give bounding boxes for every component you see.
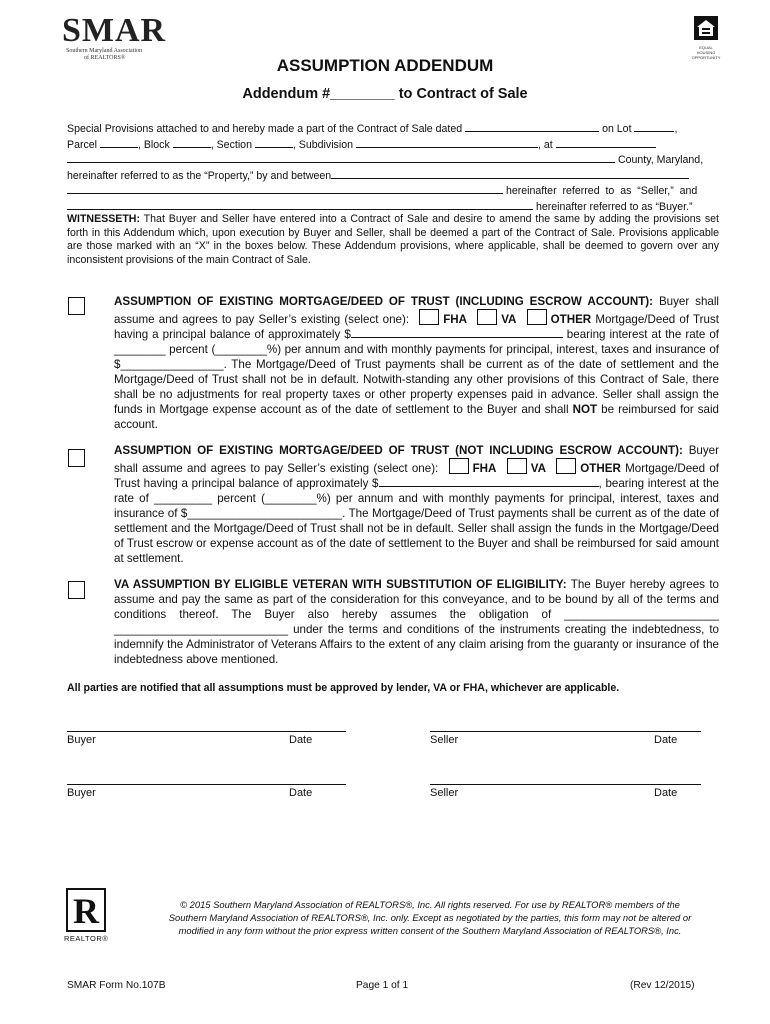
parcel-field[interactable]	[100, 137, 138, 148]
realtor-r-letter: R	[73, 891, 99, 931]
form-number: SMAR Form No.107B	[67, 980, 166, 991]
eho-line1: EQUAL HOUSING	[696, 45, 716, 55]
page-subtitle: Addendum #________ to Contract of Sale	[242, 86, 528, 102]
intro-line-5: hereinafter referred to as “Seller,” and	[67, 183, 719, 199]
copyright-line2: Southern Maryland Association of REALTORS®, Inc. only. Except as negotiated by the parties, this form may not be altered or	[168, 912, 692, 923]
section2-balance-field[interactable]	[379, 476, 599, 487]
section2-other-checkbox[interactable]	[556, 458, 576, 474]
block-field[interactable]	[173, 137, 211, 148]
section1-va-checkbox[interactable]	[477, 309, 497, 325]
buyer1-date-label: Date	[289, 734, 313, 746]
realtor-r-icon	[66, 888, 106, 932]
seller2-date-label: Date	[654, 787, 678, 799]
logo-sub-line1: Southern Maryland Association	[66, 48, 142, 54]
buyer1-signature-line[interactable]	[67, 731, 346, 732]
section1-heading: ASSUMPTION OF EXISTING MORTGAGE/DEED OF TRUST (INCLUDING ESCROW ACCOUNT):	[114, 295, 654, 308]
section1-balance-field[interactable]	[351, 327, 563, 338]
intro-block	[67, 121, 719, 214]
copyright-line1: © 2015 Southern Maryland Association of REALTORS®, Inc. All rights reserved. For use by REALTOR® members of the	[180, 899, 680, 910]
section2-va-checkbox[interactable]	[507, 458, 527, 474]
between-field[interactable]	[331, 168, 689, 179]
section2-fha-checkbox[interactable]	[449, 458, 469, 474]
seller2-label: Seller	[430, 787, 459, 799]
lot-field[interactable]	[634, 121, 674, 132]
copyright-notice	[140, 898, 720, 937]
revision: (Rev 12/2015)	[630, 980, 695, 991]
buyer2-label: Buyer	[67, 787, 96, 799]
section1-fha-checkbox[interactable]	[419, 309, 439, 325]
realtor-logo	[64, 888, 110, 943]
page-number: Page 1 of 1	[356, 980, 409, 991]
subdivision-field[interactable]	[356, 137, 538, 148]
witnesseth-text: That Buyer and Seller have entered into a Contract of Sale and desire to amend the same by adding the provisions set forth in this Addendum which, upon execution by Buyer and Seller, shall be deemed a part of the Contract of Sale. Provisions applicable are those marked with an “X” in the boxes below. These Addendum provisions, where applicable, shall be deemed to govern over any inconsistent provisions of the main Contract of Sale.	[67, 213, 719, 266]
section2-not-including-escrow: ASSUMPTION OF EXISTING MORTGAGE/DEED OF TRUST (NOT INCLUDING ESCROW ACCOUNT): Buyer shall assume and agrees to pay Seller’s existing (select one): FHA VA OTHER Mortgage/Deed of Trust having a principal balance of approximately $ , bearing interest at the rate of _________ percent (________%) per annum and with monthly payments for principal, interest, taxes and insurance of $________________________. The Mortgage/Deed of Trust payments shall be current as of the date of settlement and the Mortgage/Deed of Trust shall not be in default. Seller shall assign the funds in the Mortgage/Deed of Trust escrow or expense account as of the date of settlement to the Buyer and shall be reimbursed for said amount at settlement.	[114, 444, 719, 565]
section1-other-checkbox[interactable]	[527, 309, 547, 325]
witnesseth-lead: WITNESSETH:	[67, 213, 140, 225]
logo-text: SMAR	[62, 12, 167, 49]
intro-line-2: Parcel , Block , Section , Subdivision , at	[67, 137, 719, 153]
equal-housing-logo	[690, 16, 722, 60]
intro-line-3: County, Maryland,	[67, 152, 719, 168]
section1-including-escrow: ASSUMPTION OF EXISTING MORTGAGE/DEED OF TRUST (INCLUDING ESCROW ACCOUNT): Buyer shall assume and agrees to pay Seller’s existing (select one): FHA VA OTHER Mortgage/Deed of Trust having a principal balance of approximately $ bearing interest at the rate of ________ percent (________%) per annum and with monthly payments for principal, interest, taxes and insurance of $________________. The Mortgage/Deed of Trust payments shall be current as of the date of settlement and the Mortgage/Deed of Trust shall not be in default. Notwith-standing any other provisions of this Contract of Sale, there shall be no adjustments for real property taxes or other property expenses paid in advance. Seller shall assign the funds in Mortgage expense account as of the date of settlement to the Buyer and shall NOT be reimbursed for said account.	[114, 295, 720, 431]
intro-line-1: Special Provisions attached to and hereby made a part of the Contract of Sale dated on Lot ,	[67, 123, 678, 135]
buyer-name-field[interactable]	[67, 199, 533, 210]
intro-line-4: hereinafter referred to as the “Property,” by and between	[67, 168, 719, 184]
county-field[interactable]	[67, 152, 615, 163]
section2-heading: ASSUMPTION OF EXISTING MORTGAGE/DEED OF TRUST (NOT INCLUDING ESCROW ACCOUNT):	[114, 444, 683, 457]
section2-checkbox[interactable]	[68, 449, 85, 467]
buyer2-date-label: Date	[289, 787, 313, 799]
buyer1-label: Buyer	[67, 734, 96, 746]
seller1-date-label: Date	[654, 734, 678, 746]
page-title: ASSUMPTION ADDENDUM	[276, 56, 494, 75]
seller2-signature-line[interactable]	[430, 784, 701, 785]
realtor-text: REALTOR®	[64, 934, 109, 943]
seller1-signature-line[interactable]	[430, 731, 701, 732]
contract-date-field[interactable]	[465, 121, 599, 132]
section3-va-assumption: VA ASSUMPTION BY ELIGIBLE VETERAN WITH SUBSTITUTION OF ELIGIBILITY: The Buyer hereby agrees to assume and pay the same as part of the consideration for this conveyance, and to be bound by all of the terms and conditions thereof. The Buyer also hereby assumes the obligation of ________________________ ___________________________ under the terms and conditions of the instruments creating the indebtedness, to indemnify the Administrator of Veterans Affairs to the extent of any claim arising from the guaranty or insurance of the indebtedness above mentioned.	[114, 578, 720, 666]
section3-heading: VA ASSUMPTION BY ELIGIBLE VETERAN WITH SUBSTITUTION OF ELIGIBILITY:	[114, 578, 567, 591]
section3-checkbox[interactable]	[68, 581, 85, 599]
section1-checkbox[interactable]	[68, 297, 85, 315]
intro-line-6: hereinafter referred to as “Buyer.”	[67, 199, 719, 215]
copyright-line3: modified in any form without the prior express written consent of the Southern Maryland Association of REALTORS®, Inc.	[178, 925, 682, 936]
witnesseth-paragraph	[67, 213, 719, 267]
equal-housing-icon	[694, 16, 718, 40]
section-field[interactable]	[255, 137, 293, 148]
eho-line2: OPPORTUNITY	[691, 55, 721, 60]
logo-sub-line2: of REALTORS®	[84, 55, 126, 61]
approval-notice: All parties are notified that all assumptions must be approved by lender, VA or FHA, whichever are applicable.	[67, 682, 620, 694]
seller-name-field[interactable]	[67, 183, 503, 194]
seller1-label: Seller	[430, 734, 459, 746]
buyer2-signature-line[interactable]	[67, 784, 346, 785]
at-field[interactable]	[556, 137, 656, 148]
